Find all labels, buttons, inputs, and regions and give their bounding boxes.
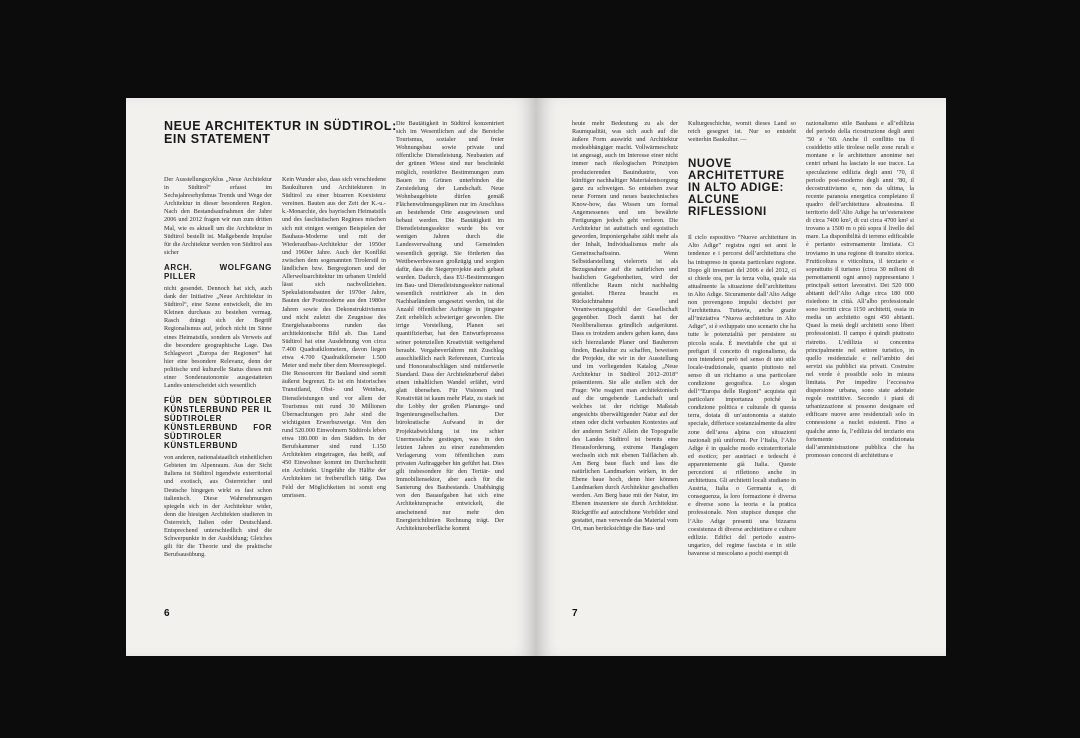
body-paragraph: Kulturgeschichte, womit dieses Land so reich gesegnet ist. Nur so entsteht weiterhin Baukultur. — [688,120,796,144]
page-number: 7 [572,608,578,619]
body-paragraph: Il ciclo espositivo “Nuove architetture in Alto Adige” registra ogni sei anni le tendenze e i percorsi dell’architettura che ha intrapreso in questa particolare regione. Dopo gli inventari del 2006 e del 2012, ci si chiede ora, per la terza volta, quale sia attualmente la situazione dell’architettura in Alto Adige. Sicuramente dall’Alto Adige non provengono impulsi decisivi per l’architettura. Tuttavia, anche grazie all’iniziativa “Nuova architettura in Alto Adige”, si è sviluppato uno scenario che ha tutte le potenzialità per persistere su piccola scala. È inevitabile che qui si prefiguri il concetto di regionalismo, da non intendersi però nel senso di uno stile locale-tradizionale, quanto piuttosto nel senso di un richiamo a una particolare condizione geografica. Lo slogan dell’“Europa delle Regioni” acquista qui particolare importanza poiché la condizione politica e culturale di questa terra, dotata di un’autonomia a statuto speciale, differisce sostanzialmente da altre zone dell’area alpina con situazioni nazionali più uniformi. Per l’Italia, l’Alto Adige è in qualche modo extraterritoriale ed esotico; per austriaci e tedeschi è apparentemente già Italia. Queste percezioni si riflettono anche in architettura. Gli architetti locali studiano in Austria, Italia o Germania e, di conseguenza, la loro formazione è diversa e diverse sono la teoria e la pratica professionale. Non stupisce dunque che l’Alto Adige presenti una bizzarra coesistenza di diverse architetture e culture edilizie. Edifici del periodo austro-ungarico, del regime fascista e in stile bavarese si mescolano a pochi esempi di [688,234,796,557]
magazine-spread [126,88,946,666]
right-column-2 [688,120,796,560]
body-paragraph: Die Bautätigkeit in Südtirol konzentriert sich im Wesentlichen auf die Bereiche Tourismus, sozialer und freier Wohnungsbau sowie private und öffentliche Dienstleistung. Neubauten auf der grünen Wiese sind nur beschränkt möglich, restriktive Bestimmungen zum Bauen im Grünen unterbinden die Zersiedelung der Landschaft. Neue Wohnbaugebiete dürfen gemäß Flächenwidmungsplänen nur im Anschluss an bestehende Orte ausgewiesen und bebaut werden. Die Bautätigkeit im Dienstleistungssektor wurde bis vor wenigen Jahren durch die Landesverwaltung und Gemeinden wesentlich geprägt. Sie förderten das Wettbewerbswesen großzügig und sorgten dafür, dass die Siegerprojekte auch gebaut wurden. Dadurch, dass EU-Bestimmungen im Bau- und Dienstleistungssektor national wesentlich restriktiver als in den Nachbarländern umgesetzt werden, ist die Anzahl öffentlicher Aufträge in jüngster Zeit erheblich schwieriger geworden. Die irrige Vorstellung, Planen sei quantifizierbar, hat den Entwurfsprozess seiner potenziellen Kreativität weitgehend beraubt. Vergabeverfahren mit Zuschlag ausschließlich nach Referenzen, Curricula und Honorarabschlägen sind mittlerweile Standard. Dass der Architekturberuf dabei einen inhaltlichen Wandel erfährt, wird glatt übersehen. Für Visionen und Kreativität ist kaum mehr Platz, zu stark ist die Lobby der großen Planungs- und Ingenieursgesellschaften. Der bürokratische Aufwand in der Projektabwicklung ist ins schier Unermessliche gestiegen, was in den letzten Jahren zu einer zunehmenden Verlagerung vom öffentlichen zum privaten Auftraggeber hin geführt hat. Dies gilt insbesondere für den Tertiär- und Immobiliensektor, aber auch für die Sanierung des Baubestands. Unabhängig von den Bauaufgaben hat sich eine Architektursprache entwickelt, die anscheinend nur mehr den Energierichtlinien Rechnung trägt. Der Architekturoberfläche kommt [396,120,504,532]
left-column-2 [282,176,386,502]
page-number: 6 [164,608,170,619]
article-title-line3: ALCUNE RIFLESSIONI [688,194,767,219]
article-title-italian [688,158,796,218]
body-paragraph: heute mehr Bedeutung zu als der Raumqualität, was sich auch auf die äußere Form auswirkt und Architektur modeabhängiger macht. Vollwärmeschutz ist angesagt, auch im Interesse einer nicht immer nach ökologischen Prinzipien produzierenden Bauindustrie, von künftiger nachhaltiger Materialentsorgung ganz zu schweigen. So entstehen zwar neue Formen und neues bautechnisches Know-how, das Wissen um formal Angemessenes und um bewährte Fertigungen jedoch geht verloren. Die Architektur ist autistisch und egoistisch geworden, Imponiergehabe zählt mehr als der Inhalt, Individualismus mehr als Gemeinschaftssinn. Wenn Selbstdarstellung vielerorts ist als Bezugsnahme auf die natürlichen und baulichen Gegebenheiten, wird der öffentliche Raum nicht nachhaltig gestaltet. Hierzu braucht es Rücksichtnahme und Verantwortungsgefühl der Gesellschaft gegenüber. Doch damit hat der Neoliberalismus gründlich aufgeräumt. Dass es trotzdem anders gehen kann, dass sich hierzulande Planer und Bauherren finden, Baukultur zu schaffen, beweisen die Projekte, die wir in der Ausstellung und im vorliegenden Katalog „Neue Architektur in Südtirol 2012–2018“ präsentieren. Sie alle stellen sich der Frage: Wie reagiert man architektonisch auf die umgebende Landschaft und welches ist der richtige Maßstab angesichts überwältigender Natur auf der einen oder dicht verbauten Kontextes auf der anderen Seite? Allein die Topografie des Landes Südtirol ist bereits eine Herausforderung, extreme Hanglagen wechseln sich mit ebenen Talflächen ab. Am Berg baue flach und lass die natürlichen Landmarken wirken, in der Ebene baue hoch, denn hier können Landmarken durch Architektur geschaffen werden. Am Berg baue mit der Natur, im Ebenen inszeniere sie durch Architektur. Rückgriffe auf autochthone Vorbilder sind gestattet, man verwende das Material vom Ort, man berücksichtige die Bau- und [572,120,678,532]
body-paragraph: nicht gesendet. Dennoch hat sich, auch dank der Initiative „Neue Architektur in Südtirol“, eine Szene entwickelt, die im Kleinen durchaus zu bestehen vermag. Rasch drängt sich der Begriff Regionalismus auf, jedoch nicht im Sinne eines Heimatstils, sondern als Verweis auf die besondere geographische Lage. Das Schlagwort „Europa der Regionen“ hat hier eine besondere Relevanz, denn der politische und kulturelle Status dieses mit einer Sonderautonomie ausgestatteten Landes unterscheidet sich wesentlich [164,284,272,390]
left-page [126,98,536,656]
intro-paragraph: Der Ausstellungszyklus „Neue Architektur in Südtirol“ erfasst im Sechsjahresrhythmus Trends und Wege der Architektur in dieser besonderen Region. Nach den Bestandsaufnahmen der Jahre 2006 und 2012 fragen wir nun zum dritten Mal, wie es aktuell um die Architektur in Südtirol bestellt ist. Maßgebende Impulse für die Architektur werden von Südtirol aus sicher [164,176,272,256]
article-title-line2: EIN STATEMENT [164,132,271,146]
article-title-line2: IN ALTO ADIGE: [688,182,784,195]
left-column-3 [396,120,504,535]
right-column-1 [572,120,678,535]
right-page [536,98,946,656]
article-title-line1: NUOVE ARCHITETTURE [688,158,785,183]
article-title-line1: NEUE ARCHITEKTUR IN SÜDTIROL: [164,119,397,133]
left-column-1 [164,176,272,561]
body-paragraph: Kein Wunder also, dass sich verschiedene Baukulturen und Architekturen in Südtirol zu einer bizarren Koexistenz vereinen. Bauten aus der Zeit der K.-u.-k.-Monarchie, des bayrischen Heimatstils und des faschistischen Regimes mischen sich mit einigen wenigen Beispielen der Bauhaus-Moderne und mit der Wiederaufbau-Architektur der 1950er und 1960er Jahre. Auch der Konflikt zwischen dem sogenannten Tirolerstil in ländlichen bzw. Bergregionen und der Allerweltsarchitektur im urbanen Umfeld lässt sich nachvollziehen. Spekulationsbauten der 1970er Jahre, Bauten der Postmoderne aus den 1980er Jahren sowie des Dekonstruktivismus und nicht zuletzt die Zeugnisse des Energiehausbooms runden das architektonische Bild ab. Das Land Südtirol hat eine Ausdehnung von circa 7.400 Quadratkilometern, davon liegen etwa 4.700 Quadratkilometer 1.500 Meter und mehr über dem Meeresspiegel. Die Ressourcen für Bauland sind somit äußerst begrenzt. Es ist ein historisches Transitland, Obst- und Weinbau, Dienstleistungen und vor allem der Tourismus mit rund 30 Millionen Übernachtungen pro Jahr sind die wichtigsten Erwerbszweige. Von den rund 520.000 Einwohnern Südtirols leben etwa 180.000 in den Städten. In der Berufskammer sind rund 1.150 Architekten eingetragen, das heißt, auf 450 Einwohner kommt im Durchschnitt ein Architekt. Ungefähr die Hälfte der Architekten ist freiberuflich tätig. Das Feld der Möglichkeiten ist somit eng umrissen. [282,176,386,499]
author-name: ARCH. WOLFGANG PILLER [164,262,272,281]
body-paragraph: von anderen, nationalstaatlich einheitlichen Gebieten im Alpenraum. Aus der Sicht Italiens ist Südtirol irgendwie exterritorial und exotisch, aus Österreicher und Deutsche hingegen wirkt es fast schon italienisch. Diese Wahrnehmungen spiegeln sich in der Architektur wider, denn die hiesigen Architekten studieren in Österreich, Italien oder Deutschland. Entsprechend unterschiedlich sind die Schwerpunkte in der Ausbildung; Gleiches gilt für die Theorie und die praktische Berufsausübung. [164,454,272,559]
subhead: FÜR DEN SÜDTIROLER KÜNSTLERBUND PER IL SÜDTIROLER KÜNSTLERBUND FOR SÜDTIROLER KÜNSTLERBUND [164,396,272,451]
right-column-3 [806,120,914,462]
body-paragraph: razionalismo stile Bauhaus e all’edilizia del periodo della ricostruzione degli anni ’50 e ’60. Anche il conflitto tra il cosiddetto stile tirolese nelle zone rurali e montane e le architetture anonime nei centri urbani ha lasciato le sue tracce. La speculazione edilizia degli anni ’70, il periodo post-moderno degli anni ’80, il decostruttivismo e, non da ultima, la recente paranoia energetica completano il quadro dell’architettura altoatesina. Il territorio dell’Alto Adige ha un’estensione di circa 7400 km², di cui circa 4700 km² si trovano a 1500 m o più sopra il livello del mare. La disponibilità di terreno edificabile è pertanto estremamente limitata. Ci troviamo in una regione di transito storica. Frutticoltura e viticoltura, il terziario e soprattutto il turismo (circa 30 milioni di pernottamenti ogni anno) rappresentano i principali settori lavorativi. Dei 520 000 abitanti dell’Alto Adige circa 180 000 risiedono in città. All’albo professionale sono iscritti circa 1150 architetti, ossia in media un architetto ogni 450 abitanti. Quasi la metà degli architetti sono liberi professionisti. Il campo è quindi piuttosto ristretto. L’edilizia si concentra principalmente nel settore turistico, in quello residenziale e nell’ambito dei servizi sia pubblici sia privati. Costruire nel verde è possibile solo in misura limitata. Per impedire l’eccessiva dispersione urbana, sono state adottate regole restrittive. Secondo i piani di urbanizzazione si possono designare ed edificare nuove aree residenziali solo in connessione a nuclei esistenti. Fino a qualche anno fa, l’edilizia del terziario era fortemente condizionata dall’amministrazione pubblica che ha promosso concorsi di architettura e [806,120,914,459]
